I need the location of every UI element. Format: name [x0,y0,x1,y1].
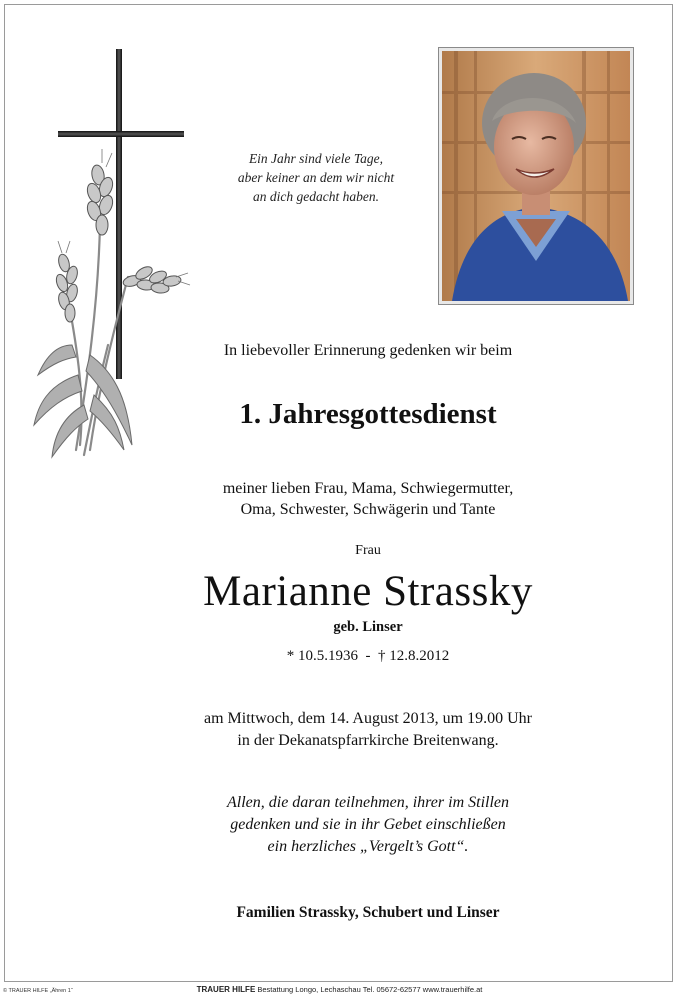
salutation: Frau [355,543,381,558]
family-signature: Familien Strassky, Schubert und Linser [236,904,500,921]
relations-line: meiner lieben Frau, Mama, Schwiegermutter, [222,480,514,497]
relations-line: Oma, Schwester, Schwägerin und Tante [240,501,496,518]
service-info-line: in der Dekanatspfarrkirche Breitenwang. [237,732,499,749]
quote-top-line: an dich gedacht haben. [253,189,379,204]
quote-bottom-line: Allen, die daran teilnehmen, ihrer im Stillen [226,794,510,811]
quote-bottom-line: gedenken und sie in ihr Gebet einschließen [230,816,506,833]
intro-line: In liebevoller Erinnerung gedenken wir beim [223,342,513,359]
quote-top [200,149,432,206]
service-info [60,708,676,752]
footer-contact: Bestattung Longo, Lechaschau Tel. 05672-62577 www.trauerhilfe.at [255,985,483,994]
quote-top-line: aber keiner an dem wir nicht [237,170,395,185]
quote-top-line: Ein Jahr sind viele Tage, [248,151,384,166]
footer-brand: TRAUER HILFE [196,985,256,994]
footer-credit [0,985,679,994]
quote-bottom [60,792,676,858]
quote-bottom-line: ein herzliches „Vergelt’s Gott“. [267,838,469,855]
relations-text [60,478,676,520]
service-title: 1. Jahresgottesdienst [239,398,497,430]
maiden-name: geb. Linser [333,619,403,635]
deceased-name: Marianne Strassky [203,568,533,615]
portrait-photo [438,47,634,305]
service-info-line: am Mittwoch, dem 14. August 2013, um 19.00 Uhr [204,710,532,727]
life-dates: * 10.5.1936 - † 12.8.2012 [286,648,450,664]
footer-copyright: © TRAUER HILFE „Ähren 1“ [3,988,73,994]
